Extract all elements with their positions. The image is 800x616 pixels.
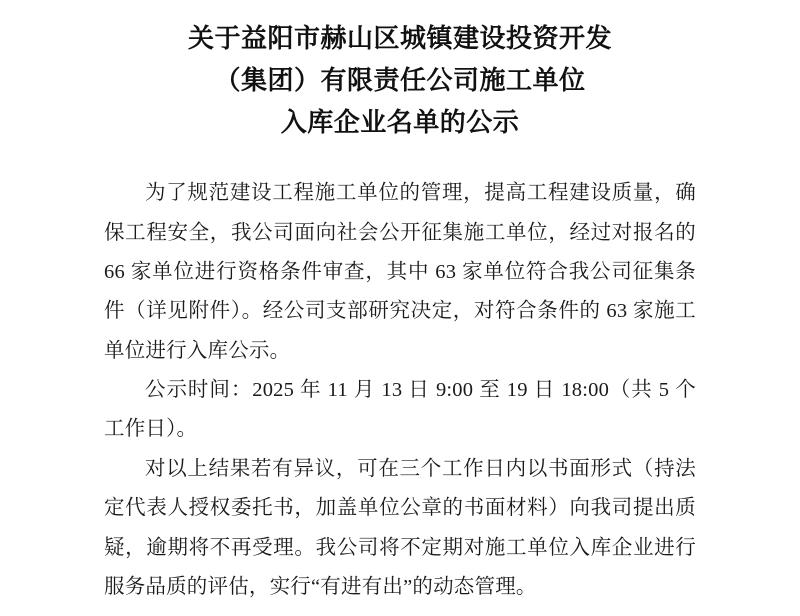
title-line-2: （集团）有限责任公司施工单位	[214, 66, 586, 96]
paragraph-1: 为了规范建设工程施工单位的管理，提高工程建设质量，确保工程安全，我公司面向社会公开征集施工单位，经过对报名的 66 家单位进行资格条件审查，其中 63 家单位符合我公司征集条件（详见附件）。经公司支部研究决定，对符合条件的 63 家施工单位进行入库公示。	[104, 182, 696, 362]
document-body	[104, 174, 696, 607]
title-line-1: 关于益阳市赫山区城镇建设投资开发	[187, 24, 612, 53]
title-line-3: 入库企业名单的公示	[280, 108, 520, 138]
paragraph-3: 对以上结果若有异议，可在三个工作日内以书面形式（持法定代表人授权委托书，加盖单位公章的书面材料）向我司提出质疑，逾期将不再受理。我公司将不定期对施工单位入库企业进行服务品质的评估，实行“有进有出”的动态管理。	[104, 457, 696, 598]
page-title	[104, 18, 696, 144]
paragraph-2: 公示时间：2025 年 11 月 13 日 9:00 至 19 日 18:00（共 5 个工作日）。	[104, 379, 696, 441]
